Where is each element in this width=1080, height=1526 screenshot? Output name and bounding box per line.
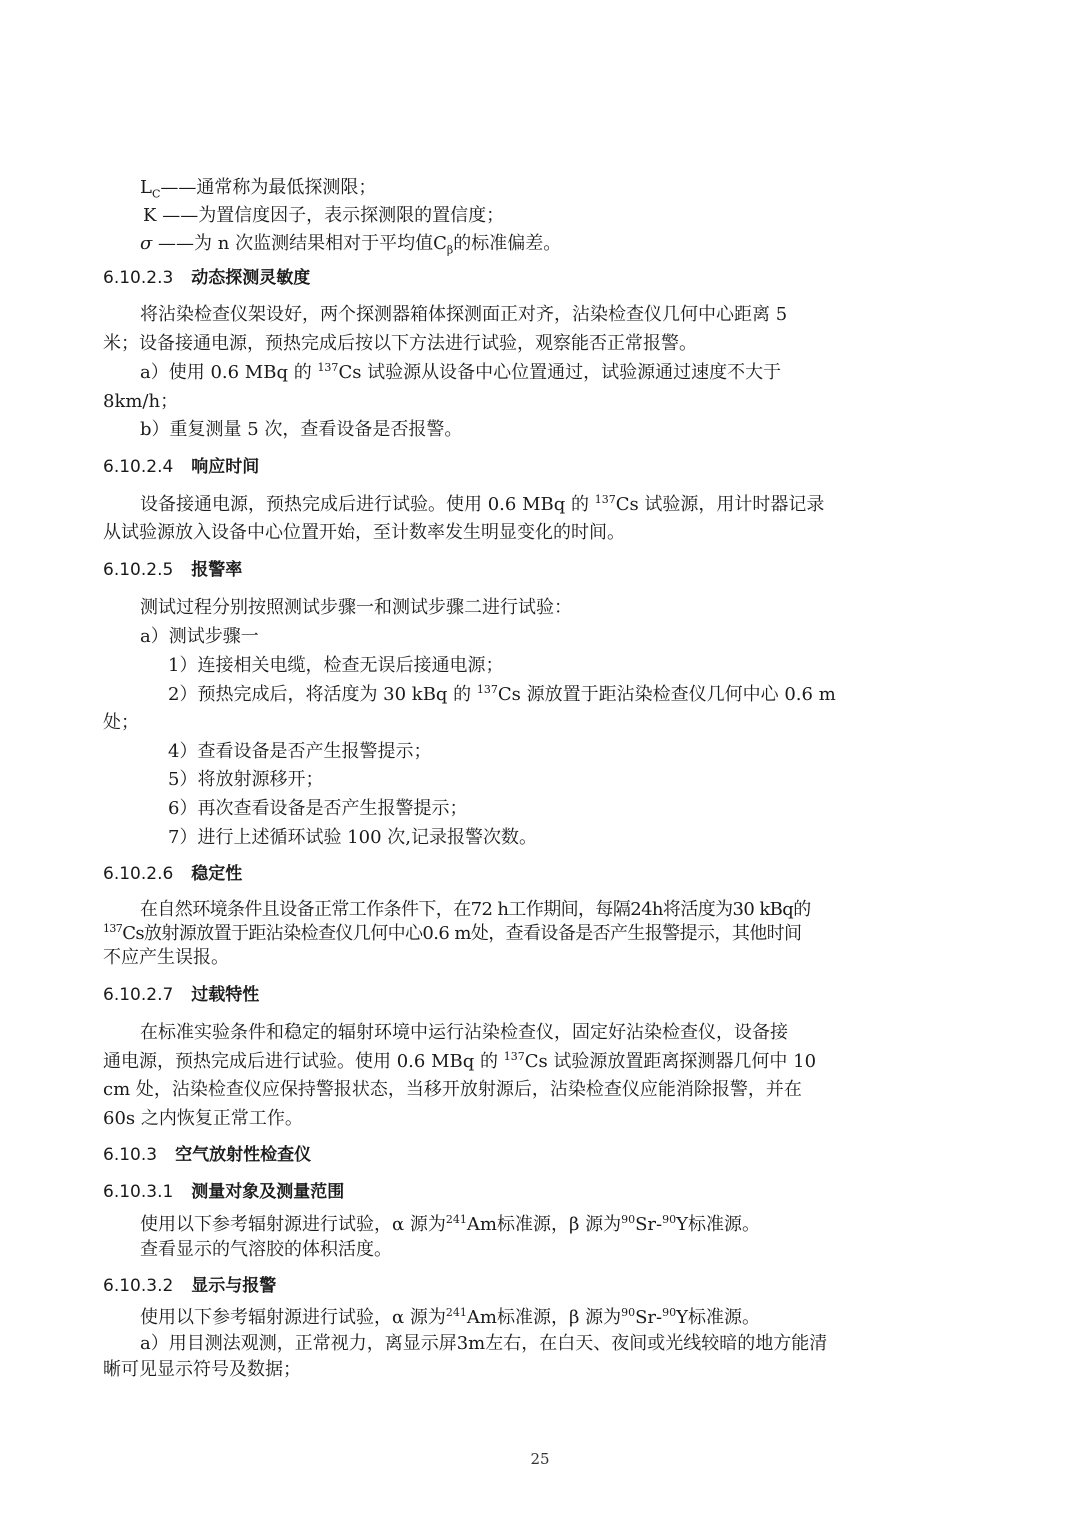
paragraph: $^{137}$Cs放射源放置于距沾染检查仪几何中心0.6 m处，查看设备是否产生报警提示，其他时间	[103, 922, 802, 944]
paragraph: 晰可见显示符号及数据；	[103, 1359, 301, 1380]
heading-6-10-2-3: 6.10.2.3 动态探测灵敏度	[103, 268, 311, 288]
paragraph: 处；	[103, 712, 139, 733]
heading-6-10-2-7: 6.10.2.7 过载特性	[103, 985, 260, 1005]
definition-lc: $L_C——$通常称为最低探测限；	[140, 177, 377, 201]
paragraph: 使用以下参考辐射源进行试验，α 源为$^{241}$Am标准源，β 源为$^{90}$Sr-$^{90}$Y标准源。	[140, 1306, 761, 1328]
definition-sigma: σ ——为 n 次监测结果相对于平均值$C_\beta$的标准偏差。	[140, 233, 562, 257]
paragraph: 将沾染检查仪架设好，两个探测器箱体探测面正对齐，沾染检查仪几何中心距离 5	[140, 304, 788, 325]
list-item-1: 1）连接相关电缆，检查无误后接通电源；	[168, 655, 504, 676]
paragraph: 60s 之内恢复正常工作。	[103, 1108, 303, 1129]
paragraph: cm 处，沾染检查仪应保持警报状态，当移开放射源后，沾染检查仪应能消除报警，并在	[103, 1079, 802, 1100]
paragraph: 查看显示的气溶胶的体积活度。	[140, 1239, 392, 1260]
list-item-6: 6）再次查看设备是否产生报警提示；	[168, 798, 468, 819]
definition-k: K ——为置信度因子，表示探测限的置信度；	[143, 205, 505, 226]
paragraph: 不应产生误报。	[103, 947, 229, 968]
paragraph: 8km/h；	[103, 391, 179, 412]
paragraph: 测试过程分别按照测试步骤一和测试步骤二进行试验：	[140, 597, 572, 618]
list-item-5: 5）将放射源移开；	[168, 769, 324, 790]
heading-6-10-3-1: 6.10.3.1 测量对象及测量范围	[103, 1182, 345, 1202]
list-item-a: a）用目测法观测，正常视力，离显示屏3m左右，在白天、夜间或光线较暗的地方能清	[140, 1333, 828, 1354]
paragraph: 在自然环境条件且设备正常工作条件下，在72 h工作期间，每隔24h将活度为30 kBq的	[140, 899, 811, 920]
paragraph: 从试验源放入设备中心位置开始，至计数率发生明显变化的时间。	[103, 522, 625, 543]
heading-6-10-2-4: 6.10.2.4 响应时间	[103, 457, 260, 477]
list-item-a: a）测试步骤一	[140, 626, 259, 647]
heading-6-10-3-2: 6.10.3.2 显示与报警	[103, 1276, 277, 1296]
list-item-b: b）重复测量 5 次，查看设备是否报警。	[140, 419, 463, 440]
list-item-2: 2）预热完成后，将活度为 30 kBq 的 $^{137}$Cs 源放置于距沾染检查仪几何中心 0.6 m	[168, 683, 836, 705]
paragraph: 米；设备接通电源，预热完成后按以下方法进行试验，观察能否正常报警。	[103, 333, 697, 354]
paragraph: 设备接通电源，预热完成后进行试验。使用 0.6 MBq 的 $^{137}$Cs 试验源，用计时器记录	[140, 493, 825, 515]
heading-6-10-3: 6.10.3 空气放射性检查仪	[103, 1145, 312, 1165]
paragraph: 使用以下参考辐射源进行试验，α 源为$^{241}$Am标准源，β 源为$^{90}$Sr-$^{90}$Y标准源。	[140, 1213, 761, 1235]
list-item-7: 7）进行上述循环试验 100 次,记录报警次数。	[168, 827, 537, 848]
page-number: 25	[530, 1450, 550, 1468]
heading-6-10-2-5: 6.10.2.5 报警率	[103, 560, 243, 580]
list-item-4: 4）查看设备是否产生报警提示；	[168, 741, 432, 762]
heading-6-10-2-6: 6.10.2.6 稳定性	[103, 864, 243, 884]
paragraph: 通电源，预热完成后进行试验。使用 0.6 MBq 的 $^{137}$Cs 试验源放置距离探测器几何中 10	[103, 1050, 817, 1072]
list-item-a: a）使用 0.6 MBq 的 $^{137}$Cs 试验源从设备中心位置通过，试验源通过速度不大于	[140, 361, 782, 383]
paragraph: 在标准实验条件和稳定的辐射环境中运行沾染检查仪，固定好沾染检查仪，设备接	[140, 1022, 788, 1043]
